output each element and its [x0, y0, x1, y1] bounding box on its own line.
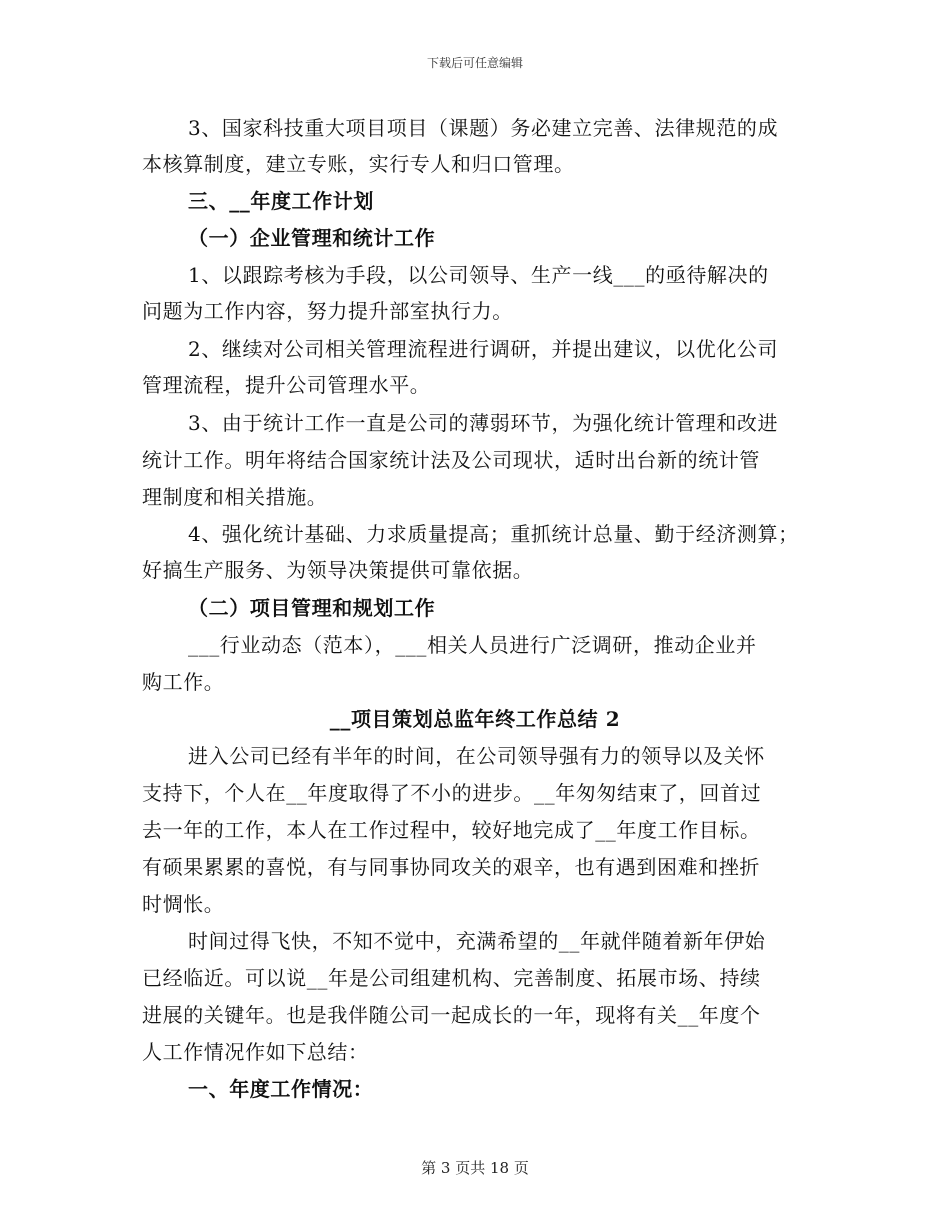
paragraph-line: 好搞生产服务、为领导决策提供可靠依据。	[142, 558, 534, 582]
section-heading: （二）项目管理和规划工作	[188, 596, 436, 620]
section-heading: __项目策划总监年终工作总结 2	[329, 707, 621, 731]
paragraph-line: 时间过得飞快，不知不觉中，充满希望的__年就伴随着新年伊始	[188, 929, 766, 953]
paragraph-line: 统计工作。明年将结合国家统计法及公司现状，适时出台新的统计管	[142, 448, 760, 472]
section-heading: 三、__年度工作计划	[188, 189, 374, 213]
section-heading: （一）企业管理和统计工作	[188, 226, 436, 250]
paragraph-line: 进展的关键年。也是我伴随公司一起成长的一年，现将有关__年度个	[142, 1003, 761, 1027]
paragraph-line: 有硕果累累的喜悦，有与同事协同攻关的艰辛，也有遇到困难和挫折	[142, 855, 760, 879]
paragraph-line: 管理流程，提升公司管理水平。	[142, 373, 431, 397]
paragraph-line: 3、国家科技重大项目项目（课题）务必建立完善、法律规范的成	[188, 116, 779, 140]
paragraph-line: 进入公司已经有半年的时间，在公司领导强有力的领导以及关怀	[188, 744, 765, 768]
paragraph-line: 问题为工作内容，努力提升部室执行力。	[142, 299, 513, 323]
paragraph-line: 1、以跟踪考核为手段，以公司领导、生产一线___的亟待解决的	[188, 263, 769, 287]
paragraph-line: 去一年的工作，本人在工作过程中，较好地完成了__年度工作目标。	[142, 818, 761, 842]
paragraph-line: 支持下，个人在__年度取得了不小的进步。__年匆匆结束了，回首过	[142, 781, 762, 805]
paragraph-line: 3、由于统计工作一直是公司的薄弱环节，为强化统计管理和改进	[188, 411, 779, 435]
paragraph-line: 理制度和相关措施。	[142, 485, 328, 509]
paragraph-line: ___行业动态（范本），___相关人员进行广泛调研，推动企业并	[188, 633, 757, 657]
page-footer: 第 3 页共 18 页	[421, 1159, 529, 1177]
page-header: 下载后可任意编辑	[426, 56, 523, 70]
paragraph-line: 本核算制度，建立专账，实行专人和归口管理。	[142, 152, 575, 176]
section-heading: 一、年度工作情况：	[188, 1077, 374, 1101]
paragraph-line: 购工作。	[142, 670, 225, 694]
paragraph-line: 时惆怅。	[142, 892, 225, 916]
paragraph-line: 4、强化统计基础、力求质量提高；重抓统计总量、勤于经济测算；	[188, 522, 799, 546]
paragraph-line: 2、继续对公司相关管理流程进行调研，并提出建议，以优化公司	[188, 337, 779, 361]
paragraph-line: 人工作情况作如下总结：	[142, 1040, 369, 1064]
paragraph-line: 已经临近。可以说__年是公司组建机构、完善制度、拓展市场、持续	[142, 966, 761, 990]
